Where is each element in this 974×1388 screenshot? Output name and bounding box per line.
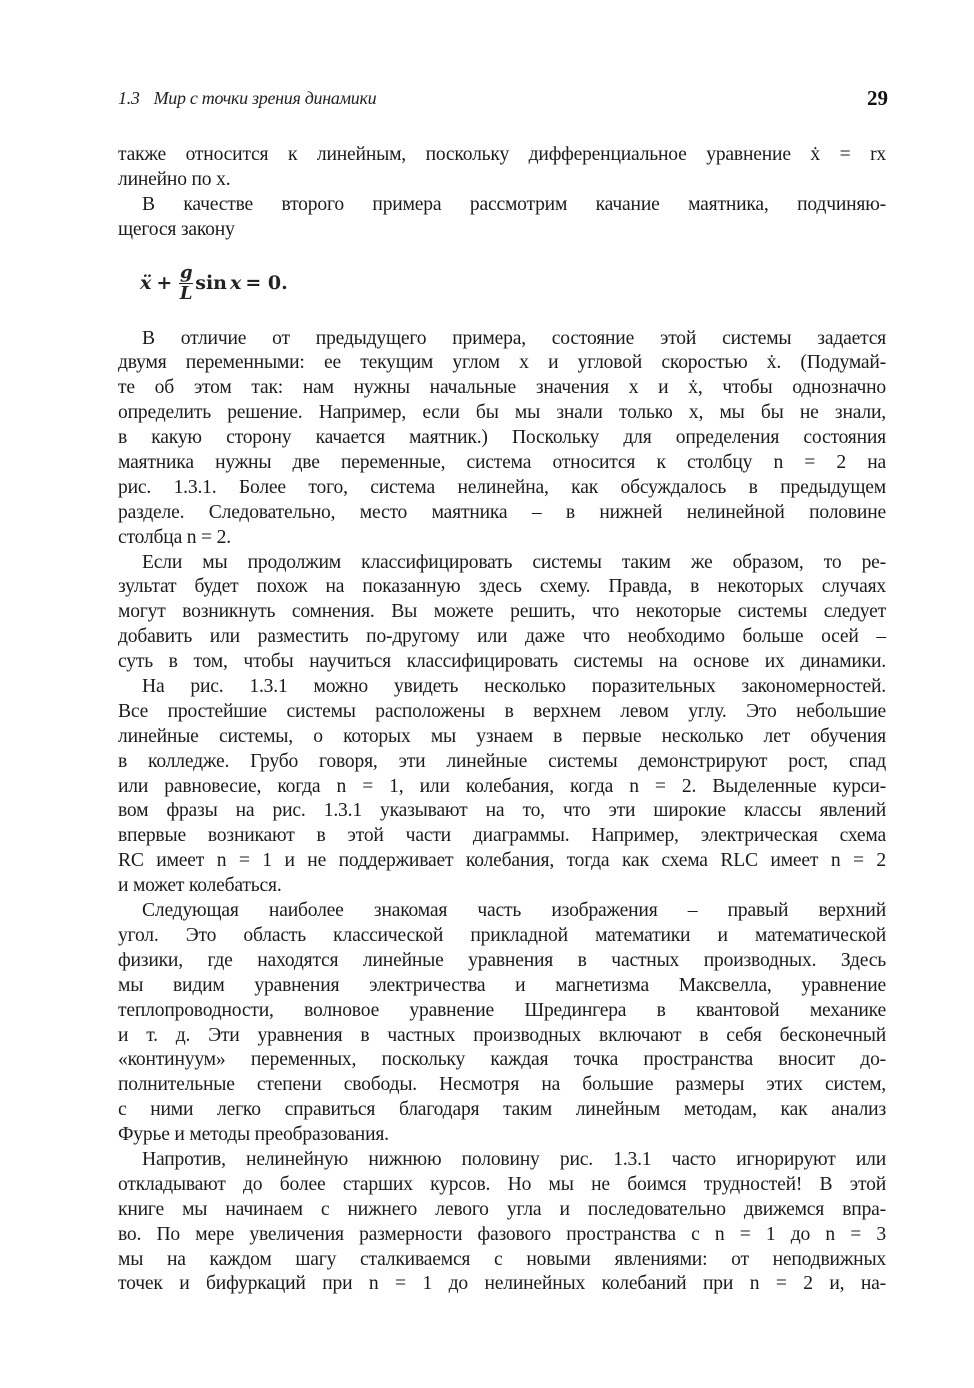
formula-sin: sin — [195, 272, 227, 295]
text-line: или равновесие, когда n = 1, или колебания, когда n = 2. Выделенные курси- — [118, 775, 886, 797]
formula-plus: + — [156, 272, 173, 295]
paragraph-start-line: В отличие от предыдущего примера, состояние этой системы задается — [142, 327, 886, 349]
text-line: определить решение. Например, если бы мы знали только x, мы бы не знали, — [118, 402, 886, 424]
text-line: разделе. Следовательно, место маятника – в нижней нелинейной половине — [118, 501, 886, 523]
text-line: теплопроводности, волновое уравнение Шредингера в квантовой механике — [118, 999, 886, 1021]
text-line: столбца n = 2. — [118, 526, 231, 548]
text-line: с ними легко справиться благодаря таким линейным методам, как анализ — [118, 1099, 886, 1121]
running-header — [118, 86, 888, 114]
paragraph-start-line: На рис. 1.3.1 можно увидеть несколько поразительных закономерностей. — [142, 676, 886, 698]
text-line: физики, где находятся линейные уравнения в частных производных. Здесь — [118, 949, 886, 971]
formula-arg: x — [229, 272, 242, 295]
text-line: маятника нужны две переменные, система относится к столбцу n = 2 на — [118, 452, 886, 474]
text-line: линейно по x. — [118, 168, 231, 190]
text-line: в какую сторону качается маятник.) Поскольку для определения состояния — [118, 427, 886, 449]
text-line: те об этом так: нам нужны начальные значения x и ẋ, чтобы однозначно — [118, 377, 886, 399]
formula-rhs: = 0. — [245, 272, 288, 295]
paragraph-start-line: Напротив, нелинейную нижнюю половину рис. 1.3.1 часто игнорируют или — [142, 1148, 886, 1170]
text-line: и может колебаться. — [118, 875, 282, 897]
text-line: точек и бифуркаций при n = 1 до нелинейных колебаний при n = 2 и, на- — [118, 1273, 886, 1295]
formula-fraction — [179, 263, 193, 304]
section-title: Мир с точки зрения динамики — [153, 88, 377, 108]
text-line: книге мы начинаем с нижнего левого угла и последовательно движемся впра- — [118, 1198, 886, 1220]
fraction-denominator: L — [179, 282, 193, 304]
text-line: угол. Это область классической прикладной математики и математической — [118, 924, 886, 946]
text-line: щегося закону — [118, 218, 235, 240]
text-line: также относится к линейным, поскольку дифференциальное уравнение ẋ = rx — [118, 144, 886, 165]
text-line: Все простейшие системы расположены в верхнем левом углу. Это небольшие — [118, 700, 886, 722]
page-number: 29 — [867, 86, 888, 110]
paragraph-start-line: Следующая наиболее знакомая часть изображения – правый верхний — [142, 900, 886, 922]
text-line: мы на каждом шагу сталкиваемся с новыми явлениями: от неподвижных — [118, 1248, 886, 1270]
text-line: полнительные степени свободы. Несмотря на большие размеры этих систем, — [118, 1074, 886, 1096]
text-line: Фурье и методы преобразования. — [118, 1124, 389, 1146]
text-line: могут возникнуть сомнения. Вы можете решить, что некоторые системы следует — [118, 601, 886, 623]
text-line: вом фразы на рис. 1.3.1 указывают на то, что эти широкие классы явлений — [118, 800, 886, 822]
text-line: откладывают до более старших курсов. Но мы не боимся трудностей! В этой — [118, 1173, 886, 1195]
section-number: 1.3 — [118, 88, 140, 108]
text-line: мы видим уравнения электричества и магнетизма Максвелла, уравнение — [118, 974, 886, 996]
text-line: и т. д. Эти уравнения в частных производных включают в себя бесконечный — [118, 1024, 886, 1046]
text-line: в колледже. Грубо говоря, эти линейные системы демонстрируют рост, спад — [118, 750, 886, 772]
text-line: RC имеет n = 1 и не поддерживает колебания, тогда как схема RLC имеет n = 2 — [118, 850, 886, 872]
pendulum-equation — [118, 243, 886, 327]
text-line: зультат будет похож на показанную здесь схему. Правда, в некоторых случаях — [118, 576, 886, 598]
text-line: «континуум» переменных, поскольку каждая точка пространства вносит до- — [118, 1049, 886, 1071]
formula-xddot: ẍ — [140, 272, 152, 295]
text-line: впервые возникают в этой части диаграммы. Например, электрическая схема — [118, 825, 886, 847]
text-line: линейные системы, о которых мы узнаем в первые несколько лет обучения — [118, 725, 886, 747]
text-line: во. По мере увеличения размерности фазового пространства с n = 1 до n = 3 — [118, 1223, 886, 1245]
fraction-numerator: g — [179, 261, 193, 283]
paragraph-start-line: В качестве второго примера рассмотрим качание маятника, подчиняю- — [142, 193, 886, 215]
text-line: рис. 1.3.1. Более того, система нелинейна, как обсуждалось в предыдущем — [118, 476, 886, 498]
section-heading — [118, 88, 376, 109]
text-line: двумя переменными: ее текущим углом x и угловой скоростью ẋ. (Подумай- — [118, 352, 886, 374]
body-text — [118, 143, 886, 1297]
text-line: суть в том, чтобы научиться классифицировать системы на основе их динамики. — [118, 651, 886, 673]
paragraph-start-line: Если мы продолжим классифицировать системы таким же образом, то ре- — [142, 551, 886, 573]
text-line: добавить или разместить по-другому или даже что необходимо больше осей – — [118, 626, 886, 648]
